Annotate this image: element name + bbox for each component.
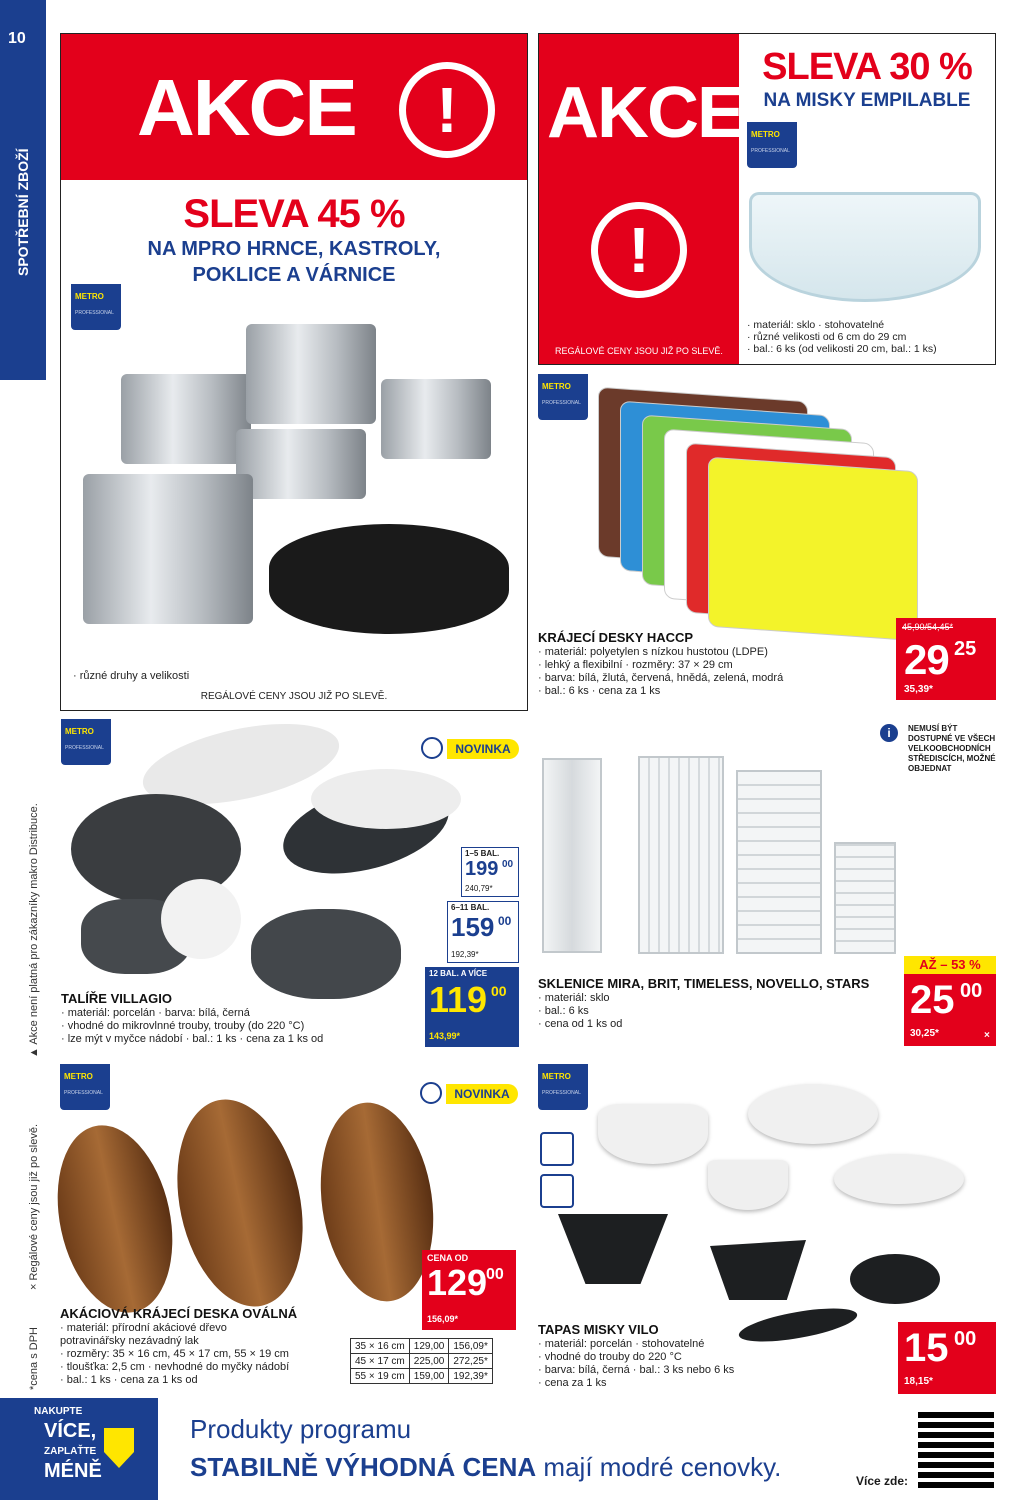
page-number: 10 — [8, 30, 26, 47]
white-bowl-image — [161, 879, 241, 959]
promo-pots-footer: REGÁLOVÉ CENY JSOU JIŽ PO SLEVĚ. — [200, 691, 388, 702]
white-bowl-3-image — [708, 1160, 788, 1210]
glasses-title: SKLENICE MIRA, BRIT, TIMELESS, NOVELLO, STARS — [538, 976, 870, 991]
microwave-icon — [540, 1132, 574, 1166]
stockpot-image — [246, 324, 376, 424]
discount-30: SLEVA 30 % — [762, 46, 972, 88]
cutting-board-5 — [708, 457, 918, 642]
product-glasses — [538, 718, 996, 1048]
glass-timeless-image — [736, 770, 822, 954]
side-note-distribution: ▲ Akce není platná pro zákazníky makro Distribuce. — [28, 803, 40, 1058]
glass-mira-image — [542, 758, 602, 953]
pot-image — [121, 374, 251, 464]
tapas-desc: · materiál: porcelán · stohovatelné · vhodné do trouby do 220 °C · barva: bílá, černá · bal.: 3 ks nebo 6 ks · cena za 1 ks — [538, 1338, 735, 1389]
wood-boards-price: CENA OD 129 00 156,09* — [422, 1250, 516, 1330]
promo-bowls-banner — [539, 34, 744, 364]
tapas-price: 15 00 18,15* — [898, 1322, 996, 1394]
black-bowl-1-image — [558, 1214, 668, 1284]
akce-label-2: AKCE — [547, 73, 744, 153]
product-plates — [60, 718, 518, 1048]
boards-price — [896, 618, 996, 700]
price-vat: 35,39* — [904, 684, 933, 695]
glasses-desc: · materiál: sklo · bal.: 6 ks · cena od 1 ks od — [538, 992, 623, 1030]
promo-bowls-footer: REGÁLOVÉ CENY JSOU JIŽ PO SLEVĚ. — [555, 346, 723, 356]
table-row: 45 × 17 cm 225,00 272,25* — [351, 1354, 493, 1369]
plates-title: TALÍŘE VILLAGIO — [61, 991, 172, 1006]
novinka-badge: NOVINKA — [447, 739, 519, 759]
size-price-table — [350, 1338, 493, 1384]
glass-brit-image — [638, 756, 724, 954]
black-pan-bowl-image — [850, 1254, 940, 1304]
new-product-icon-2 — [420, 1082, 442, 1104]
table-row: 55 × 19 cm 159,00 192,39* — [351, 1369, 493, 1384]
boards-desc: · materiál: polyetylen s nízkou hustotou (LDPE) · lehký a flexibilní · rozměry: 37 × 29 cm · barva: bílá, žlutá, červená, hnědá, zelená, modrá · bal.: 6 ks · cena za 1 ks — [538, 646, 784, 697]
price-decimal: 25 — [954, 638, 977, 660]
promo-subtitle-2: POKLICE A VÁRNICE — [192, 264, 396, 286]
akce-label: AKCE — [137, 63, 356, 152]
side-note-vat: *cena s DPH — [28, 1327, 40, 1390]
info-icon: i — [880, 724, 898, 742]
saucepan-image — [236, 429, 366, 499]
white-bowl-1-image — [598, 1104, 708, 1164]
discount-badge: AŽ – 53 % — [904, 956, 996, 974]
promo-bowls-desc: · materiál: sklo · stohovatelné · různé velikosti od 6 cm do 29 cm · bal.: 6 ks (od velikosti 20 cm, bal.: 1 ks) — [747, 319, 937, 355]
promo-pots-note: · různé druhy a velikosti — [73, 670, 190, 682]
wood-boards-desc: · materiál: přírodní akáciové dřevo potravinářsky nezávadný lak · rozměry: 35 × 16 cm, 45 × 17 cm, 55 × 19 cm · tloušťka: 2,5 cm · nevhodné do myčky nádobí · bal.: 1 ks · cena za 1 ks od — [60, 1322, 290, 1386]
product-cutting-boards — [538, 374, 996, 704]
wood-boards-title: AKÁCIOVÁ KRÁJECÍ DESKA OVÁLNÁ — [60, 1306, 298, 1321]
glass-novello-image — [834, 842, 896, 954]
white-oval-plate-image — [311, 769, 461, 829]
plates-desc: · materiál: porcelán · barva: bílá, černá · vhodné do mikrovlnné trouby, trouby (do 220 °C) · lze mýt v myčce nádobí · bal.: 1 ks · cena za 1 ks od — [61, 1007, 324, 1045]
qr-code[interactable] — [918, 1412, 994, 1488]
promo-pots — [60, 33, 528, 711]
promo-subtitle-1: NA MPRO HRNCE, KASTROLY, — [147, 238, 441, 260]
new-product-icon — [421, 737, 443, 759]
product-wood-boards — [60, 1064, 518, 1394]
cutting-boards-image — [598, 394, 978, 624]
promo-bowls-subtitle: NA MISKY EMPILABLE — [763, 90, 971, 111]
product-tapas — [538, 1064, 996, 1394]
footer-line-1: Produkty programu — [190, 1414, 412, 1444]
black-triangle-plate-image — [251, 909, 401, 999]
metro-professional-logo: METRO PROFESSIONAL — [71, 284, 121, 330]
exclamation-icon: ! — [399, 62, 495, 158]
price-tier-1: 1–5 BAL. 199 00 240,79* — [461, 847, 519, 897]
cast-iron-pot-image — [269, 524, 509, 634]
price-main: 29 — [904, 636, 949, 683]
metro-professional-logo-4: METRO PROFESSIONAL — [61, 719, 111, 765]
food-container-image — [83, 474, 253, 624]
section-title — [15, 230, 31, 276]
white-bowl-2-image — [748, 1084, 878, 1144]
price-tier-3: 12 BAL. A VÍCE 119 00 143,99* — [425, 967, 519, 1047]
casserole-image — [381, 379, 491, 459]
dishwasher-icon — [540, 1174, 574, 1208]
side-note-shelf-price: × Regálové ceny jsou již po slevě. — [28, 1123, 40, 1290]
availability-note: NEMUSÍ BÝT DOSTUPNÉ VE VŠECH VELKOOBCHODNÍCH STŘEDISCÍCH, MOŽNÉ OBJEDNAT — [908, 724, 996, 773]
footer-logo: NAKUPTE VÍCE, ZAPLAŤTE MÉNĚ — [0, 1398, 158, 1500]
metro-professional-logo-3: METRO PROFESSIONAL — [538, 374, 588, 420]
wood-board-medium-image — [159, 1088, 320, 1318]
novinka-badge-2: NOVINKA — [446, 1084, 518, 1104]
glass-bowl-image — [749, 192, 981, 302]
white-bowl-4-image — [834, 1154, 964, 1204]
old-price: 45,90/54,45* — [902, 622, 954, 632]
boards-title: KRÁJECÍ DESKY HACCP — [538, 630, 694, 645]
metro-professional-logo-6: METRO PROFESSIONAL — [538, 1064, 588, 1110]
tapas-title: TAPAS MISKY VILO — [538, 1322, 659, 1337]
black-spoon-image — [737, 1302, 860, 1348]
discount-45: SLEVA 45 % — [183, 192, 405, 236]
table-row: 35 × 16 cm 129,00 156,09* — [351, 1339, 493, 1354]
more-here-label: Více zde: — [856, 1474, 909, 1488]
black-bowl-2-image — [710, 1240, 806, 1300]
metro-professional-logo-5: METRO PROFESSIONAL — [60, 1064, 110, 1110]
metro-professional-logo-2: METRO PROFESSIONAL — [747, 122, 797, 168]
wood-board-small-image — [41, 1115, 188, 1324]
glasses-price: 25 00 30,25* × — [904, 974, 996, 1046]
promo-pots-banner — [61, 34, 527, 180]
price-tier-2: 6–11 BAL. 159 00 192,39* — [447, 901, 519, 963]
exclamation-icon-2: ! — [591, 202, 687, 298]
promo-bowls — [538, 33, 996, 365]
footer-line-2: STABILNĚ VÝHODNÁ CENA mají modré cenovky. — [190, 1452, 782, 1482]
chevron-down-icon — [104, 1428, 134, 1468]
